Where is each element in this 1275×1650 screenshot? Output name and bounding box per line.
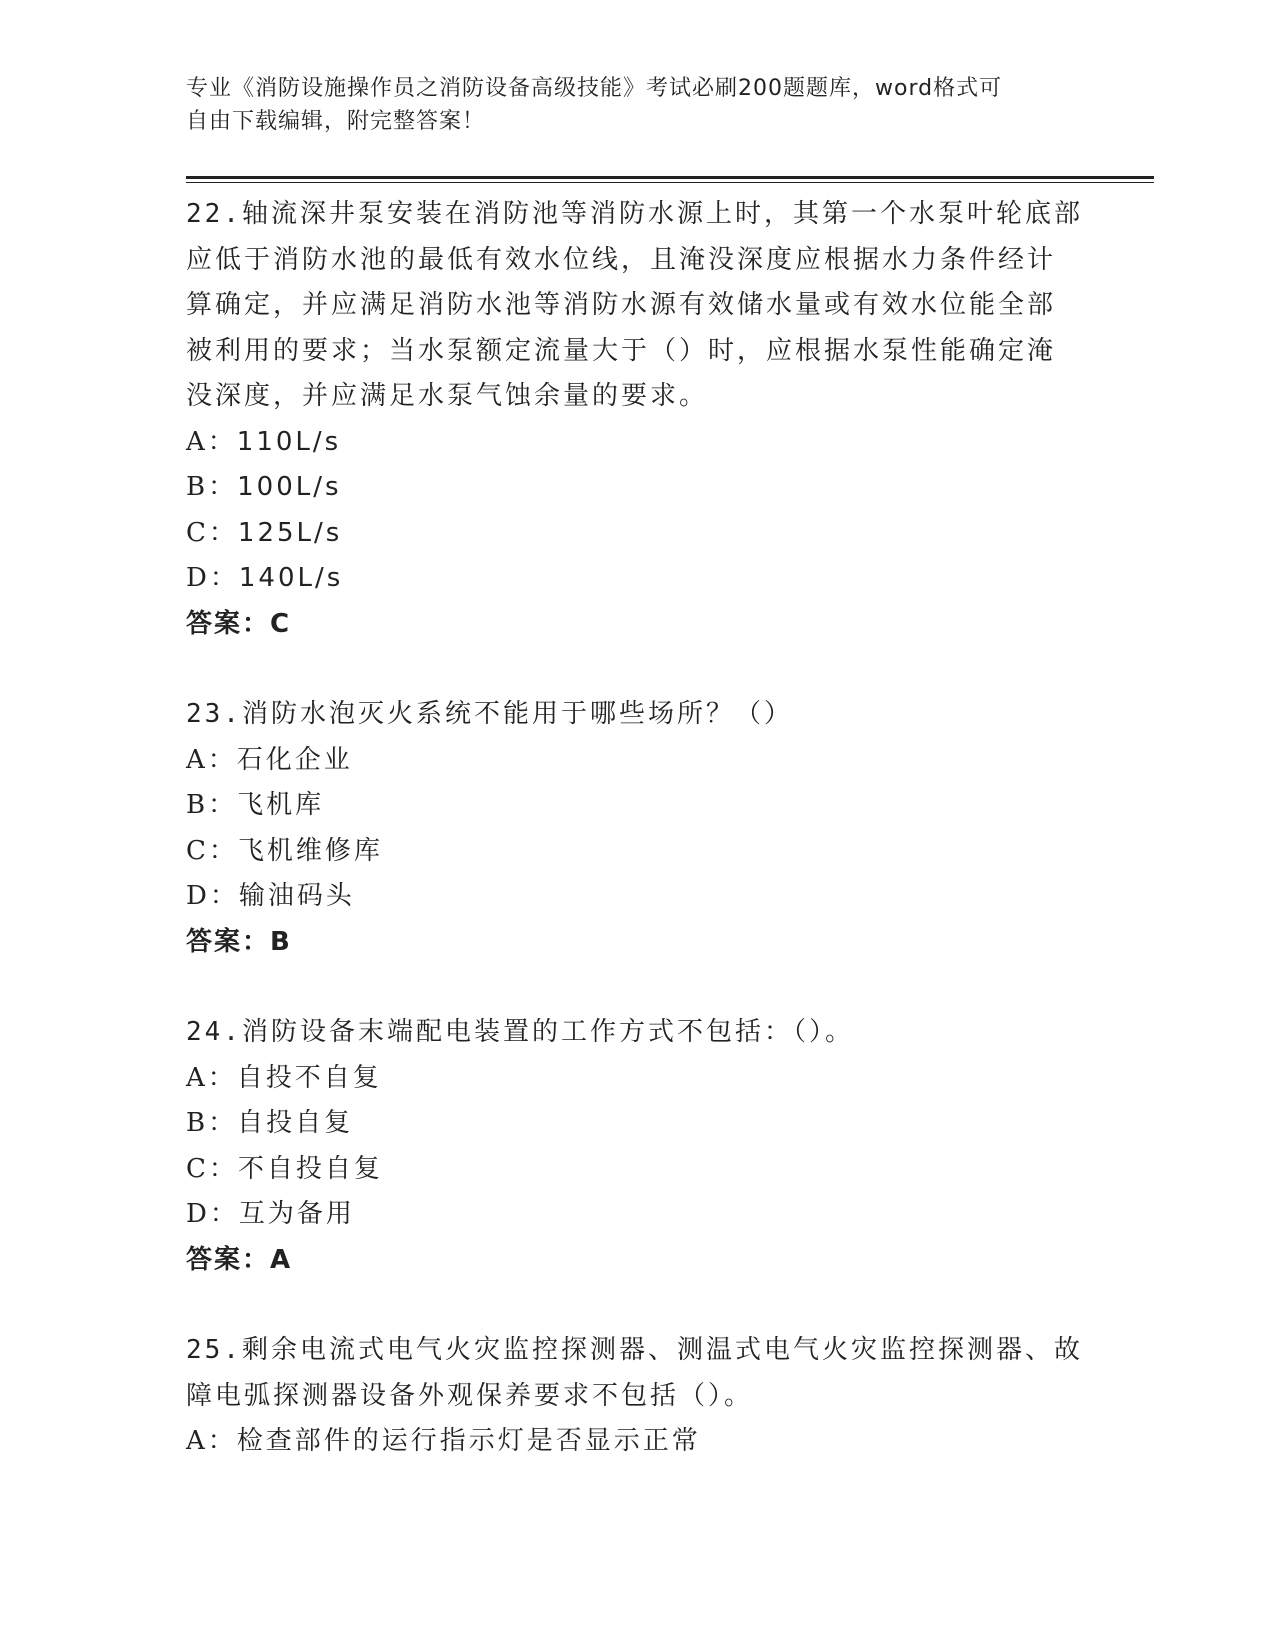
option-text: 检查部件的运行指示灯是否显示正常: [236, 1426, 701, 1456]
option-text: 互为备用: [238, 1199, 355, 1229]
question-list: [186, 192, 1086, 1465]
option-c: [186, 829, 1086, 875]
option-label: D：: [186, 881, 239, 911]
question-spacer: [186, 1283, 1086, 1328]
stem-line: 没深度，并应满足水泵气蚀余量的要求。: [186, 381, 709, 411]
question-stem: [186, 192, 1086, 420]
option-text: 100L/s: [237, 472, 342, 502]
stem-line: 算确定，并应满足消防水池等消防水源有效储水量或有效水位能全部: [186, 290, 1057, 320]
option-label: C：: [186, 1153, 238, 1184]
stem-line: 23.消防水泡灭火系统不能用于哪些场所？（）: [186, 699, 793, 729]
stem-line: 22.轴流深井泵安装在消防池等消防水源上时，其第一个水泵叶轮底部: [186, 199, 1083, 229]
option-label: B：: [186, 472, 238, 502]
stem-line: 障电弧探测器设备外观保养要求不包括（）。: [186, 1380, 754, 1411]
option-d: [186, 556, 1086, 602]
header-line-2: 自由下载编辑，附完整答案！: [186, 109, 486, 134]
stem-line: 25.剩余电流式电气火灾监控探测器、测温式电气火灾监控探测器、故: [186, 1335, 1083, 1365]
option-text: 石化企业: [236, 744, 353, 775]
question-stem: [186, 1010, 1086, 1056]
option-label: D：: [186, 563, 239, 593]
question-stem: [186, 1328, 1086, 1419]
option-b: [186, 1101, 1086, 1147]
answer-line: 答案：C: [186, 608, 292, 639]
answer-line: 答案：B: [186, 926, 292, 957]
option-text: 飞机库: [237, 790, 325, 820]
question-23: [186, 692, 1086, 965]
option-label: A：: [186, 744, 237, 775]
question-spacer: [186, 647, 1086, 692]
option-text: 125L/s: [237, 517, 343, 548]
option-text: 110L/s: [236, 426, 342, 457]
option-a: [186, 738, 1086, 784]
option-label: C：: [186, 517, 238, 548]
option-text: 飞机维修库: [237, 835, 383, 866]
question-24: [186, 1010, 1086, 1283]
option-d: [186, 874, 1086, 920]
option-a: [186, 420, 1086, 466]
option-text: 自投不自复: [236, 1062, 382, 1093]
option-label: A：: [186, 1426, 237, 1456]
option-c: [186, 1147, 1086, 1193]
option-a: [186, 1419, 1086, 1465]
option-label: A：: [186, 1062, 237, 1093]
option-label: C：: [186, 835, 238, 866]
option-label: A：: [186, 426, 237, 457]
header-line-1: 专业《消防设施操作员之消防设备高级技能》考试必刷200题题库，word格式可: [186, 76, 1003, 101]
option-text: 140L/s: [238, 563, 344, 593]
question-25: [186, 1328, 1086, 1465]
option-text: 不自投自复: [237, 1153, 383, 1184]
header-divider-thick: [186, 176, 1154, 179]
option-d: [186, 1192, 1086, 1238]
option-label: B：: [186, 1108, 238, 1138]
stem-line: 24.消防设备末端配电装置的工作方式不包括：（）。: [186, 1017, 854, 1047]
stem-line: 应低于消防水池的最低有效水位线，且淹没深度应根据水力条件经计: [186, 244, 1057, 275]
answer-line: 答案：A: [186, 1244, 293, 1275]
question-spacer: [186, 965, 1086, 1010]
question-stem: [186, 692, 1086, 738]
option-text: 自投自复: [237, 1108, 354, 1138]
option-label: B：: [186, 790, 238, 820]
question-22: [186, 192, 1086, 647]
option-a: [186, 1056, 1086, 1102]
option-label: D：: [186, 1199, 239, 1229]
option-b: [186, 465, 1086, 511]
document-header: [186, 72, 1066, 138]
stem-line: 被利用的要求；当水泵额定流量大于（）时，应根据水泵性能确定淹: [186, 335, 1057, 366]
header-divider-thin: [186, 182, 1154, 183]
option-text: 输油码头: [238, 881, 355, 911]
option-c: [186, 511, 1086, 557]
option-b: [186, 783, 1086, 829]
